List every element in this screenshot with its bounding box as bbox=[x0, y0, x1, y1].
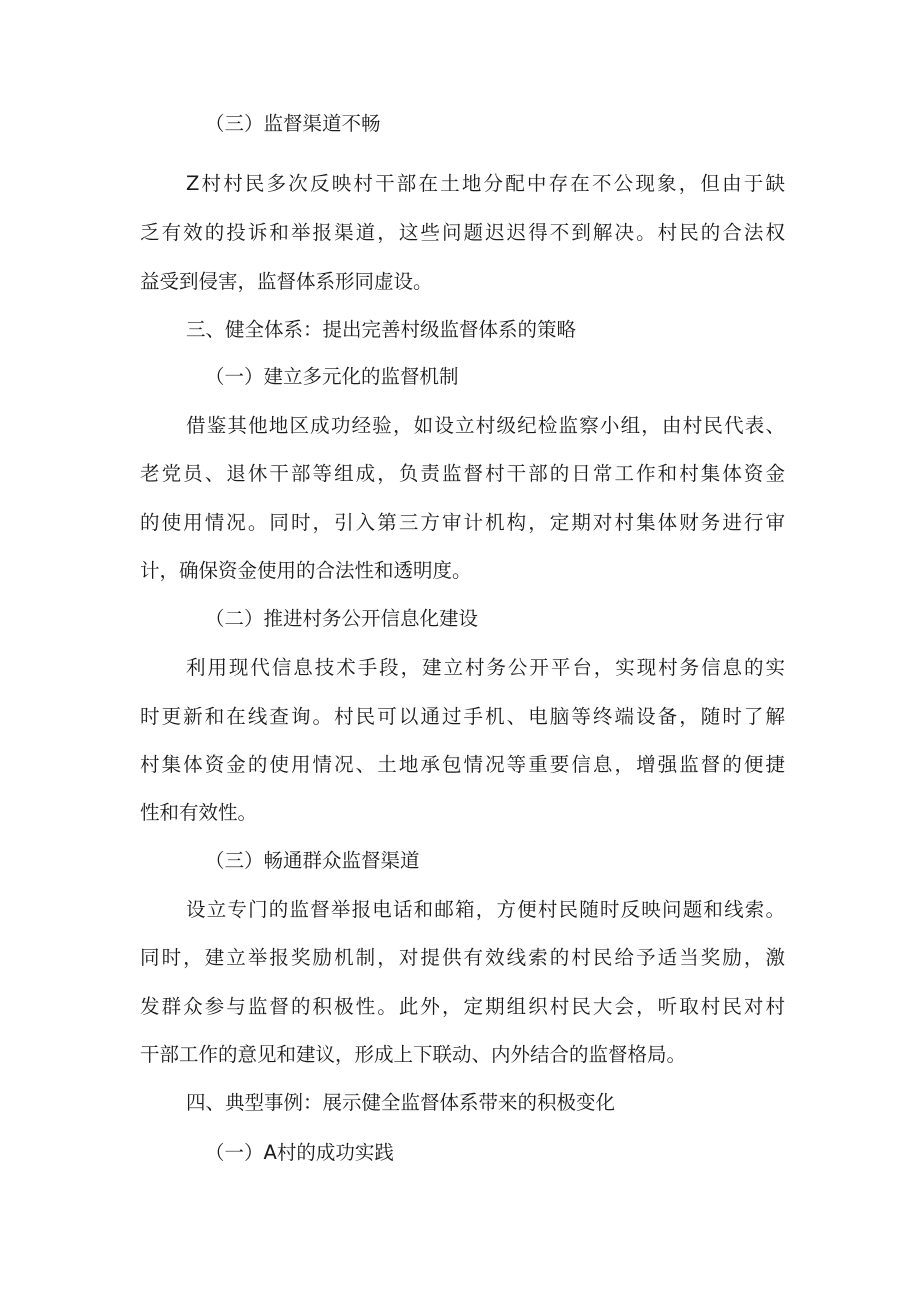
paragraph-line: 村集体资金的使用情况、土地承包情况等重要信息，增强监督的便捷 bbox=[140, 753, 785, 776]
paragraph-line: 发群众参与监督的积极性。此外，定期组织村民大会，听取村民对村 bbox=[140, 995, 785, 1018]
section-heading-1-diverse-mechanism: （一）建立多元化的监督机制 bbox=[205, 365, 459, 388]
paragraph-line: 干部工作的意见和建议，形成上下联动、内外结合的监督格局。 bbox=[140, 1043, 687, 1066]
section-heading-3-lack-of-channels: （三）监督渠道不畅 bbox=[205, 112, 381, 135]
paragraph-line: 借鉴其他地区成功经验，如设立村级纪检监察小组，由村民代表、 bbox=[186, 414, 785, 437]
paragraph-line: Z村村民多次反映村干部在土地分配中存在不公现象，但由于缺 bbox=[186, 172, 785, 195]
paragraph-line: 的使用情况。同时，引入第三方审计机构，定期对村集体财务进行审 bbox=[140, 511, 785, 534]
paragraph-line: 利用现代信息技术手段，建立村务公开平台，实现村务信息的实 bbox=[186, 656, 785, 679]
chapter-heading-4: 四、典型事例：展示健全监督体系带来的积极变化 bbox=[186, 1091, 616, 1114]
paragraph-line: 乏有效的投诉和举报渠道，这些问题迟迟得不到解决。村民的合法权 bbox=[140, 221, 785, 244]
section-heading-1-village-a: （一）A村的成功实践 bbox=[205, 1141, 394, 1164]
chapter-heading-3: 三、健全体系：提出完善村级监督体系的策略 bbox=[186, 318, 577, 341]
section-heading-3-open-channels: （三）畅通群众监督渠道 bbox=[205, 849, 420, 872]
paragraph-line: 设立专门的监督举报电话和邮箱，方便村民随时反映问题和线索。 bbox=[186, 898, 785, 921]
paragraph-line: 时更新和在线查询。村民可以通过手机、电脑等终端设备，随时了解 bbox=[140, 705, 785, 728]
paragraph-line: 计，确保资金使用的合法性和透明度。 bbox=[140, 559, 472, 582]
paragraph-line: 同时，建立举报奖励机制，对提供有效线索的村民给予适当奖励，激 bbox=[140, 946, 785, 969]
paragraph-line: 性和有效性。 bbox=[140, 801, 258, 824]
paragraph-line: 益受到侵害，监督体系形同虚设。 bbox=[140, 270, 433, 293]
paragraph-line: 老党员、退休干部等组成，负责监督村干部的日常工作和村集体资金 bbox=[140, 462, 785, 485]
section-heading-2-informatization: （二）推进村务公开信息化建设 bbox=[205, 607, 479, 630]
